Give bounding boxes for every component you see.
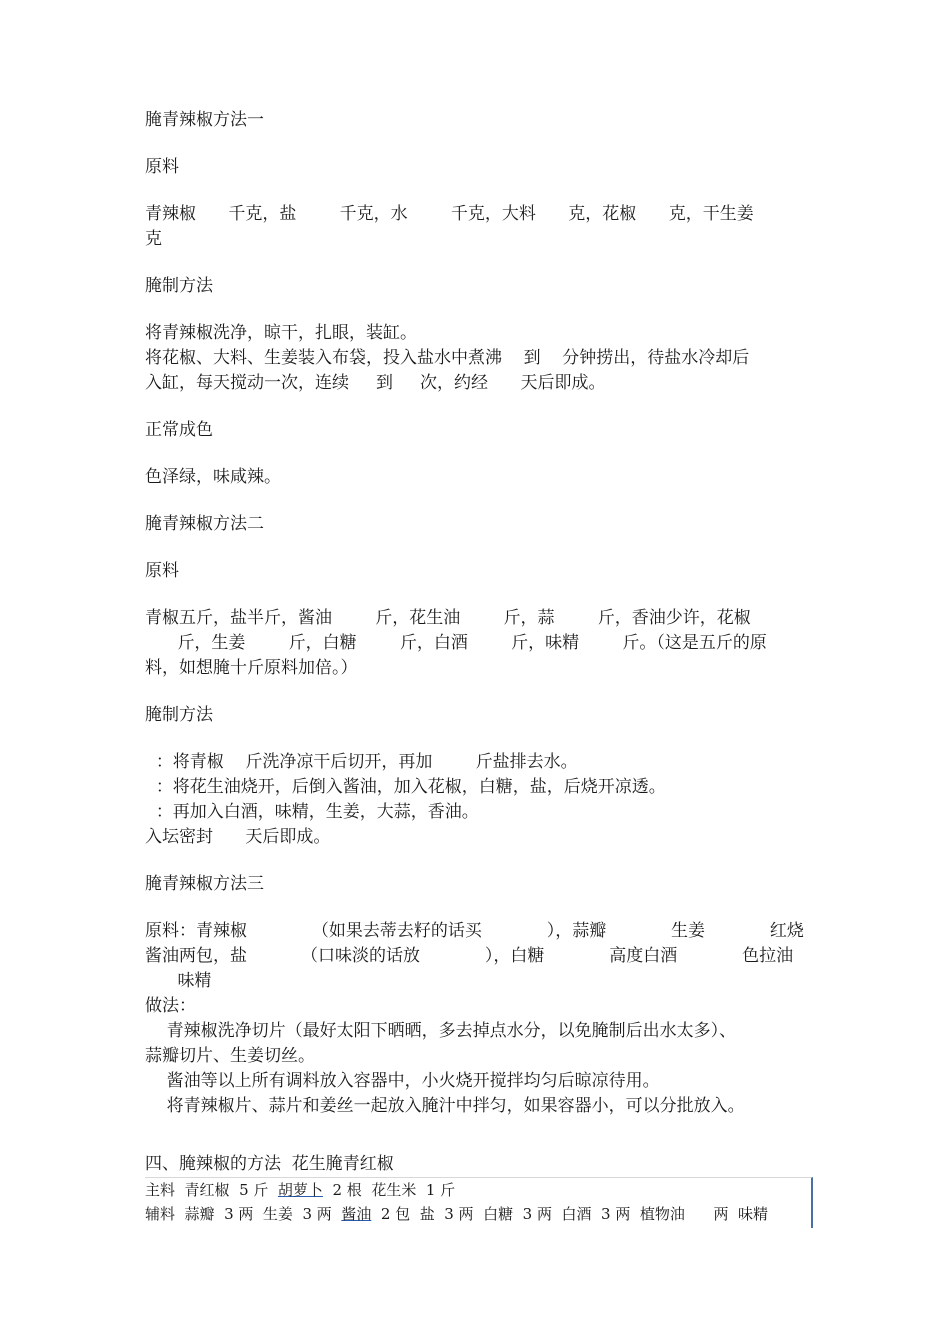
method1-title: 腌青辣椒方法一 <box>145 110 264 130</box>
method3-how-heading: 做法： <box>145 996 196 1016</box>
method4-ingredient-table <box>145 1177 813 1228</box>
method2-ingredients-heading: 原料 <box>145 561 179 581</box>
soy-sauce-link[interactable]: 酱油 <box>341 1205 372 1223</box>
method4-title: 四、腌辣椒的方法 花生腌青红椒 <box>145 1154 394 1174</box>
method1-step-line: 将花椒、大料、生姜装入布袋，投入盐水中煮沸 到 分钟捞出，待盐水冷却后 <box>145 348 750 368</box>
method2-ingredients <box>145 606 813 681</box>
method2-title: 腌青辣椒方法二 <box>145 514 264 534</box>
method2-ingredients-line: 料，如想腌十斤原料加倍。） <box>145 658 358 678</box>
method2-method-heading: 腌制方法 <box>145 705 213 725</box>
method3-how-line: 青辣椒洗净切片（最好太阳下晒晒，多去掉点水分，以免腌制后出水太多）、 <box>145 1021 737 1041</box>
method3-how-line: 酱油等以上所有调料放入容器中，小火烧开搅拌均匀后晾凉待用。 <box>145 1071 660 1091</box>
method2-steps <box>145 750 813 850</box>
method2-step-line: ：将青椒 斤洗净凉干后切开，再加 斤盐排去水。 <box>145 752 578 772</box>
method3-ingredients-line: 酱油两包，盐 （口味淡的话放 ），白糖 高度白酒 色拉油 <box>145 946 794 966</box>
method1-color-text: 色泽绿，味咸辣。 <box>145 467 281 487</box>
aux-ingredients-row <box>145 1202 811 1226</box>
document-body <box>145 108 813 1119</box>
method2-step-line: ：将花生油烧开，后倒入酱油，加入花椒，白糖，盐，后烧开凉透。 <box>145 777 666 797</box>
aux-ingredients-text: 2 包 盐 3 两 白糖 3 两 白酒 3 两 植物油 两 味精 <box>371 1205 769 1223</box>
method1-ingredients-heading: 原料 <box>145 157 179 177</box>
method1-method-heading: 腌制方法 <box>145 276 213 296</box>
method1-ingredients <box>145 202 813 252</box>
method3-ingredients-line: 味精 <box>145 971 212 991</box>
method2-step-line: ：再加入白酒，味精，生姜，大蒜，香油。 <box>145 802 479 822</box>
method3-how-line: 蒜瓣切片、生姜切丝。 <box>145 1046 315 1066</box>
main-ingredients-text: 主料 青红椒 5 斤 <box>145 1181 278 1199</box>
method3-title: 腌青辣椒方法三 <box>145 874 264 894</box>
method1-step-line: 入缸，每天搅动一次，连续 到 次，约经 天后即成。 <box>145 373 606 393</box>
main-ingredients-text: 2 根 花生米 1 斤 <box>322 1181 456 1199</box>
method2-ingredients-line: 斤，生姜 斤，白糖 斤，白酒 斤，味精 斤。（这是五斤的原 <box>145 633 767 653</box>
carrot-link[interactable]: 胡萝卜 <box>277 1181 323 1199</box>
method1-ingredients-line: 青辣椒 千克，盐 千克，水 千克，大料 克，花椒 克，干生姜 <box>145 204 754 224</box>
method3-ingredients <box>145 919 813 1119</box>
method3-ingredients-line: 原料：青辣椒 （如果去蒂去籽的话买 ），蒜瓣 生姜 红烧 <box>145 921 804 941</box>
method3-how-line: 将青辣椒片、蒜片和姜丝一起放入腌汁中拌匀，如果容器小，可以分批放入。 <box>145 1096 745 1116</box>
main-ingredients-row <box>145 1178 811 1202</box>
method1-steps <box>145 321 813 396</box>
method1-step-line: 将青辣椒洗净，晾干，扎眼，装缸。 <box>145 323 417 343</box>
method1-ingredients-line: 克 <box>145 229 162 249</box>
method2-ingredients-line: 青椒五斤，盐半斤，酱油 斤，花生油 斤，蒜 斤，香油少许，花椒 <box>145 608 751 628</box>
method1-color-heading: 正常成色 <box>145 420 213 440</box>
aux-ingredients-text: 辅料 蒜瓣 3 两 生姜 3 两 <box>145 1205 342 1223</box>
method2-step-line: 入坛密封 天后即成。 <box>145 827 331 847</box>
